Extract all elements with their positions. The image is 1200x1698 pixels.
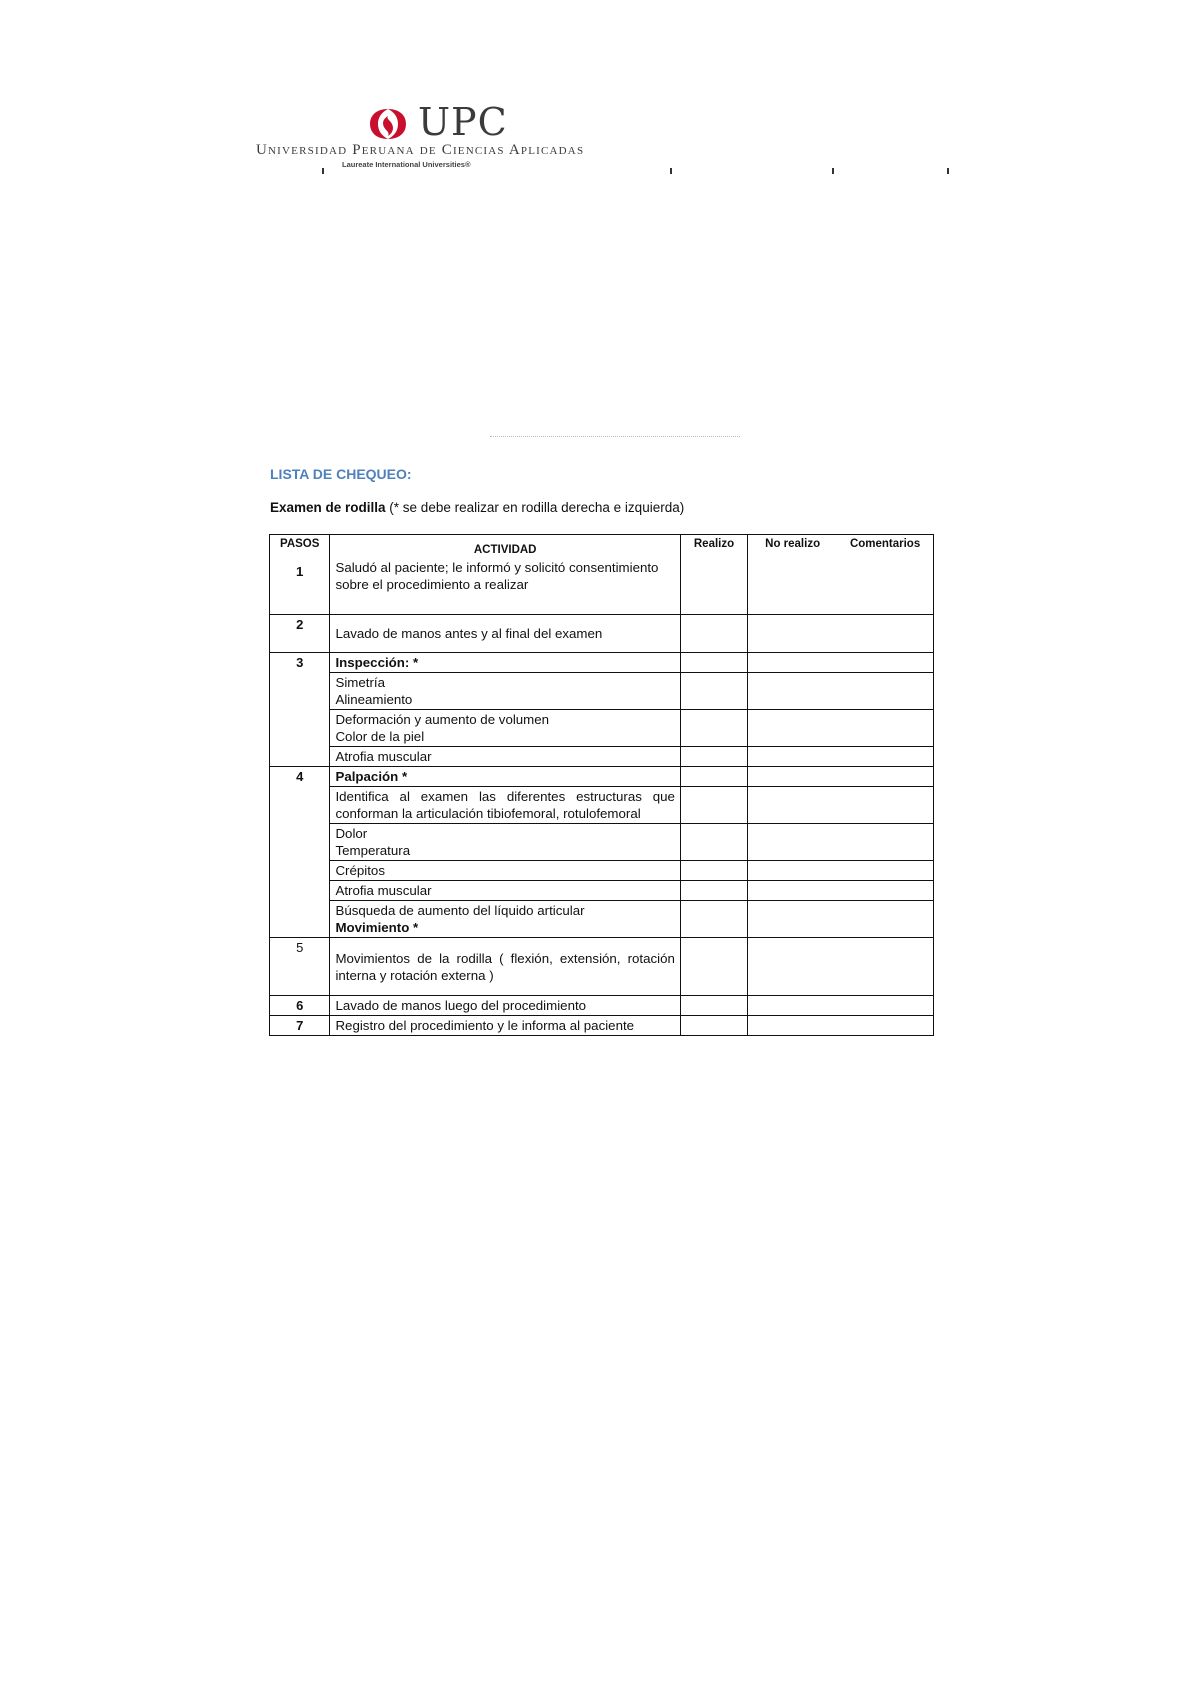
activity-text: Registro del procedimiento y le informa al paciente [330, 1016, 680, 1036]
activity-text: Identifica al examen las diferentes estructuras que conforman la articulación tibiofemoral, rotulofemoral [330, 787, 680, 824]
comments-cell[interactable] [748, 996, 934, 1016]
activity-text: Dolor [335, 826, 368, 841]
header-tick-mark [947, 168, 949, 174]
table-row [270, 824, 934, 861]
checklist-heading: LISTA DE CHEQUEO: [270, 466, 412, 482]
header-pasos: PASOS [280, 538, 320, 550]
activity-text: Color de la piel [335, 729, 425, 744]
realizo-cell[interactable] [680, 824, 747, 861]
comments-cell[interactable] [748, 767, 934, 787]
activity-cell [330, 901, 680, 938]
comments-cell[interactable] [748, 938, 934, 996]
table-row [270, 535, 934, 615]
table-row [270, 673, 934, 710]
realizo-cell[interactable] [680, 881, 747, 901]
header-no-realizo: No realizo [748, 535, 838, 615]
realizo-cell[interactable] [680, 901, 747, 938]
realizo-cell[interactable] [680, 615, 747, 653]
table-row [270, 615, 934, 653]
realizo-cell[interactable] [680, 653, 747, 673]
step-number: 4 [270, 767, 330, 938]
realizo-cell[interactable] [680, 767, 747, 787]
activity-cell [330, 673, 680, 710]
table-row [270, 747, 934, 767]
step-number: 1 [296, 564, 304, 579]
table-row [270, 653, 934, 673]
logo-brand-text: UPC [418, 100, 508, 144]
activity-text: Saludó al paciente; le informó y solicitó consentimiento sobre el procedimiento a realizar [335, 560, 659, 592]
header-tick-mark [670, 168, 672, 174]
comments-cell[interactable] [748, 710, 934, 747]
comments-cell[interactable] [748, 673, 934, 710]
table-row [270, 938, 934, 996]
activity-cell [330, 710, 680, 747]
exam-subheading [270, 500, 684, 515]
realizo-cell[interactable] [680, 747, 747, 767]
activity-text: Movimientos de la rodilla ( flexión, extensión, rotación interna y rotación externa ) [330, 938, 680, 996]
activity-cell [330, 535, 680, 615]
activity-text: Inspección: * [330, 653, 680, 673]
exam-note: (* se debe realizar en rodilla derecha e izquierda) [385, 500, 685, 515]
activity-text: Atrofia muscular [330, 881, 680, 901]
activity-text: Crépitos [330, 861, 680, 881]
realizo-cell[interactable] [680, 710, 747, 747]
realizo-cell[interactable] [680, 787, 747, 824]
activity-text: Alineamiento [335, 692, 413, 707]
activity-text: Atrofia muscular [330, 747, 680, 767]
table-row [270, 996, 934, 1016]
comments-cell[interactable] [748, 881, 934, 901]
header-realizo: Realizo [680, 535, 747, 615]
comments-cell[interactable] [748, 824, 934, 861]
header-comentarios: Comentarios [837, 535, 933, 615]
realizo-cell[interactable] [680, 938, 747, 996]
comments-cell[interactable] [748, 747, 934, 767]
header-actividad: ACTIVIDAD [473, 544, 537, 556]
upc-emblem-icon [365, 106, 411, 142]
table-row [270, 861, 934, 881]
exam-title: Examen de rodilla [270, 500, 386, 515]
comments-cell[interactable] [748, 901, 934, 938]
table-row [270, 1016, 934, 1036]
activity-text: Lavado de manos luego del procedimiento [330, 996, 680, 1016]
comments-cell[interactable] [748, 787, 934, 824]
logo-subtitle: Laureate International Universities® [342, 160, 471, 169]
table-row [270, 787, 934, 824]
activity-cell [330, 824, 680, 861]
header-tick-mark [832, 168, 834, 174]
comments-cell[interactable] [748, 653, 934, 673]
realizo-cell[interactable] [680, 1016, 747, 1036]
realizo-cell[interactable] [680, 996, 747, 1016]
activity-text: Palpación * [330, 767, 680, 787]
checklist-table [269, 534, 934, 1036]
step-cell [270, 535, 330, 615]
comments-cell[interactable] [748, 861, 934, 881]
realizo-cell[interactable] [680, 861, 747, 881]
step-number: 5 [270, 938, 330, 996]
realizo-cell[interactable] [680, 673, 747, 710]
comments-cell[interactable] [748, 1016, 934, 1036]
step-number: 6 [270, 996, 330, 1016]
header-tick-mark [322, 168, 324, 174]
upc-logo [256, 100, 624, 172]
table-row [270, 710, 934, 747]
activity-text: Movimiento * [335, 920, 419, 935]
comments-cell[interactable] [748, 615, 934, 653]
activity-text: Temperatura [335, 843, 411, 858]
step-number: 7 [270, 1016, 330, 1036]
table-row [270, 901, 934, 938]
logo-university-name: Universidad Peruana de Ciencias Aplicadas [256, 142, 585, 158]
activity-text: Lavado de manos antes y al final del examen [330, 615, 680, 653]
step-number: 3 [270, 653, 330, 767]
activity-text: Búsqueda de aumento del líquido articular [335, 903, 585, 918]
activity-text: Deformación y aumento de volumen [335, 712, 550, 727]
step-number: 2 [270, 615, 330, 653]
faint-divider [490, 436, 740, 437]
table-row [270, 767, 934, 787]
table-row [270, 881, 934, 901]
activity-text: Simetría [335, 675, 385, 690]
